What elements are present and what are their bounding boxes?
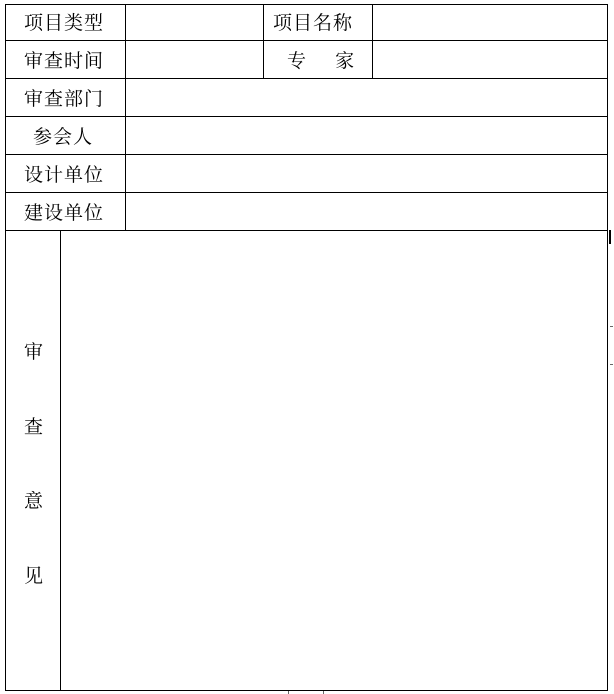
project-name-field[interactable] [373, 5, 607, 40]
table-border-right [607, 4, 608, 691]
edge-mark [610, 364, 613, 365]
review-department-field[interactable] [126, 79, 607, 116]
review-time-field[interactable] [126, 41, 263, 78]
edge-mark [609, 230, 611, 244]
review-opinion-area[interactable] [61, 231, 607, 690]
table-border-left [5, 4, 6, 691]
table-border-bottom [5, 690, 608, 691]
attendees-field[interactable] [126, 117, 607, 154]
edge-mark [610, 326, 613, 327]
label-project-name: 项目名称 [273, 12, 354, 34]
project-type-field[interactable] [126, 5, 263, 40]
opinion-label-char: 意 [24, 490, 44, 512]
label-review-department: 审查部门 [24, 88, 105, 110]
label-expert: 专 家 [287, 50, 356, 72]
construction-unit-field[interactable] [126, 193, 607, 230]
expert-field[interactable] [373, 41, 607, 78]
label-attendees: 参会人 [33, 126, 94, 148]
design-unit-field[interactable] [126, 155, 607, 192]
label-review-time: 审查时间 [24, 50, 105, 72]
opinion-label-char: 查 [24, 416, 44, 438]
opinion-label-char: 审 [24, 341, 44, 363]
label-design-unit: 设计单位 [24, 164, 105, 186]
label-construction-unit: 建设单位 [24, 202, 105, 224]
middle-column-divider [263, 4, 264, 79]
label-project-type: 项目类型 [24, 12, 105, 34]
opinion-label-char: 见 [24, 565, 44, 587]
